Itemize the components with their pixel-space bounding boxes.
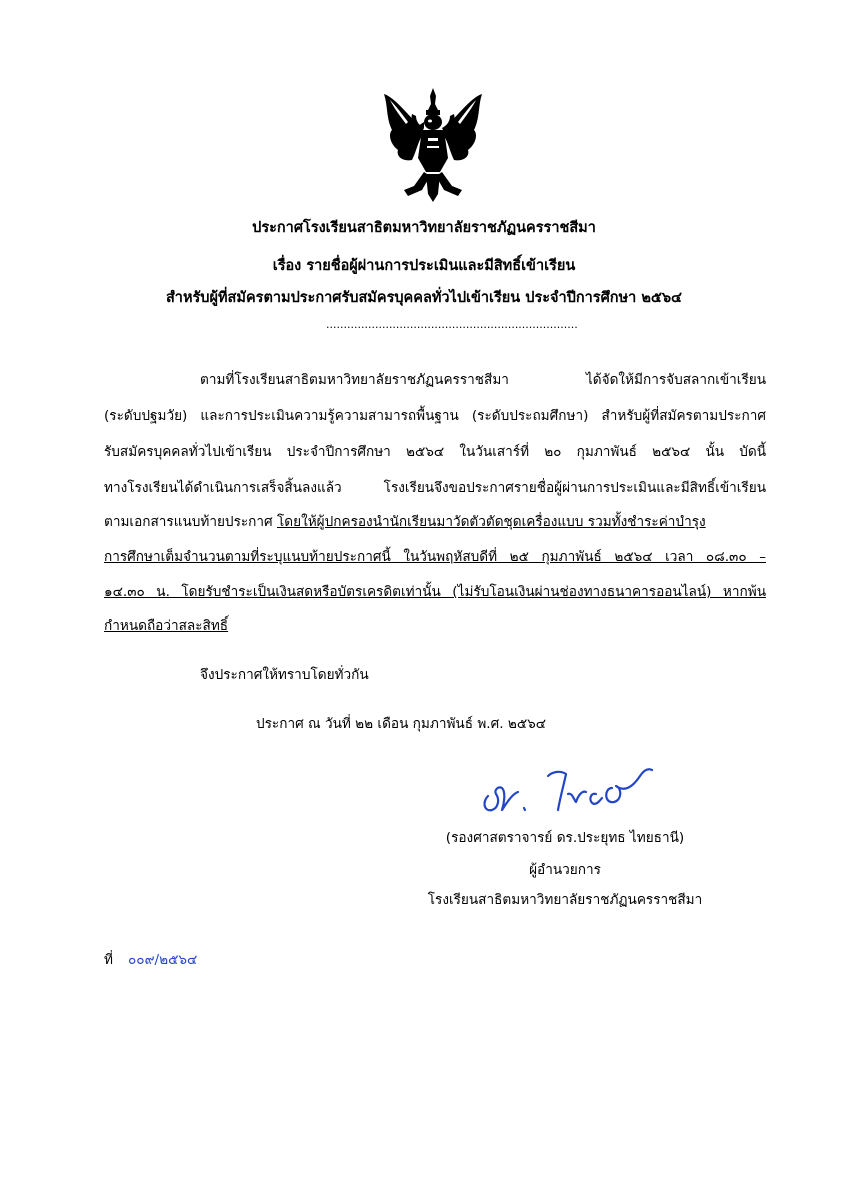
body-line-7: ๑๔.๓๐ น. โดยรับชำระเป็นเงินสดหรือบัตรเครดิตเท่านั้น (ไม่รับโอนเงินผ่านช่องทางธนาคารออนไลน์) หากพ้น — [104, 584, 766, 600]
body-line-2: (ระดับปฐมวัย) และการประเมินความรู้ความสามารถพื้นฐาน (ระดับประถมศึกษา) สำหรับผู้ที่สมัครตามประกาศ — [104, 408, 766, 424]
announcement-date: ประกาศ ณ วันที่ ๒๒ เดือน กุมภาพันธ์ พ.ศ. ๒๕๖๔ — [256, 716, 547, 732]
reference-label: ที่ — [104, 952, 113, 968]
body-line-1: ตามที่โรงเรียนสาธิตมหาวิทยาลัยราชภัฏนครราชสีมา ได้จัดให้มีการจับสลากเข้าเรียน — [200, 372, 766, 388]
separator-dots: ........................................................................ — [326, 318, 578, 331]
reference-number: ๐๐๙/๒๕๖๔ — [128, 952, 198, 968]
handwritten-signature — [476, 758, 666, 818]
announcement-subject: เรื่อง รายชื่อผู้ผ่านการประเมินและมีสิทธิ์เข้าเรียน — [272, 258, 576, 274]
body-line-5 — [104, 510, 766, 532]
garuda-emblem-icon — [378, 86, 488, 204]
body-line-5-plain: ตามเอกสารแนบท้ายประกาศ — [104, 514, 277, 530]
body-line-8: กำหนดถือว่าสละสิทธิ์ — [104, 618, 229, 634]
body-line-3: รับสมัครบุคคลทั่วไปเข้าเรียน ประจำปีการศึกษา ๒๕๖๔ ในวันเสาร์ที่ ๒๐ กุมภาพันธ์ ๒๕๖๔ นั้น บัดนี้ — [104, 444, 766, 460]
announcement-title: ประกาศโรงเรียนสาธิตมหาวิทยาลัยราชภัฏนครราชสีมา — [252, 220, 596, 236]
body-line-5-underlined: โดยให้ผู้ปกครองนำนักเรียนมาวัดตัวตัดชุดเครื่องแบบ รวมทั้งชำระค่าบำรุง — [276, 514, 706, 530]
body-line-6: การศึกษาเต็มจำนวนตามที่ระบุแนบท้ายประกาศนี้ ในวันพฤหัสบดีที่ ๒๕ กุมภาพันธ์ ๒๕๖๔ เวลา ๐๘.๓๐ – — [104, 549, 766, 565]
announcement-subtitle: สำหรับผู้ที่สมัครตามประกาศรับสมัครบุคคลทั่วไปเข้าเรียน ประจำปีการศึกษา ๒๕๖๔ — [165, 290, 683, 306]
signatory-position: ผู้อำนวยการ — [529, 862, 601, 878]
closing-statement: จึงประกาศให้ทราบโดยทั่วกัน — [200, 667, 369, 683]
signatory-name: (รองศาสตราจารย์ ดร.ประยุทธ ไทยธานี) — [445, 830, 685, 846]
signatory-organization: โรงเรียนสาธิตมหาวิทยาลัยราชภัฏนครราชสีมา — [427, 892, 703, 908]
body-line-4: ทางโรงเรียนได้ดำเนินการเสร็จสิ้นลงแล้ว โรงเรียนจึงขอประกาศรายชื่อผู้ผ่านการประเมินและมีสิทธิ์เข้าเรียน — [104, 480, 766, 496]
